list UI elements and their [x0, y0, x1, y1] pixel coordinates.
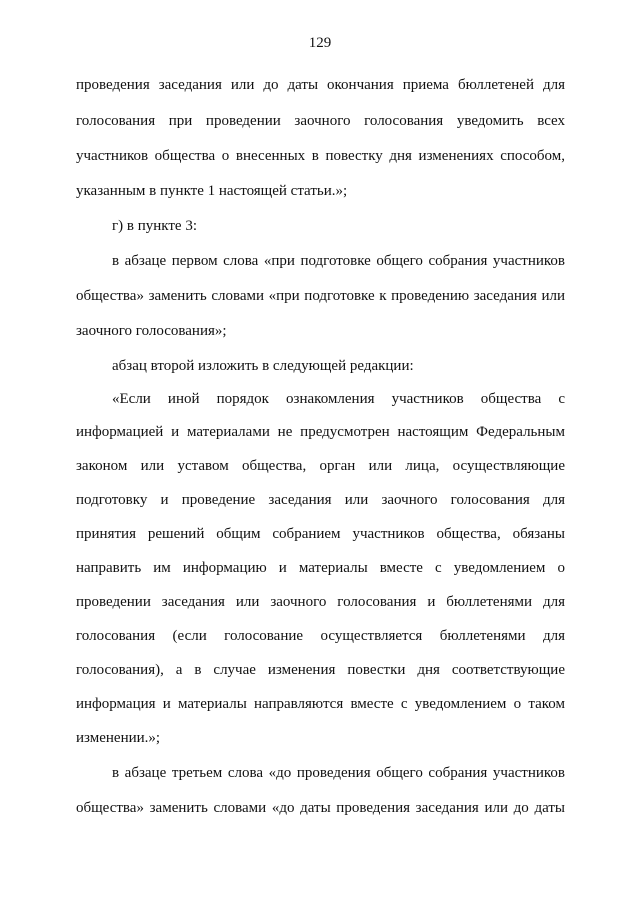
- text-line: общества» заменить словами «до даты проведения заседания или до даты: [76, 800, 565, 816]
- text-line: указанным в пункте 1 настоящей статьи.»;: [76, 183, 348, 199]
- text-line: изменении.»;: [76, 730, 161, 746]
- text-line: участников общества о внесенных в повестку дня изменениях способом,: [76, 148, 565, 164]
- text-line: «Если иной порядок ознакомления участников общества с: [112, 391, 565, 407]
- text-line: проведении заседания или заочного голосования и бюллетенями для: [76, 594, 565, 610]
- text-line: в абзаце третьем слова «до проведения общего собрания участников: [112, 765, 565, 781]
- text-line: подготовку и проведение заседания или заочного голосования для: [76, 492, 565, 508]
- text-line: заочного голосования»;: [76, 323, 227, 339]
- text-line: голосования), а в случае изменения повестки дня соответствующие: [76, 662, 565, 678]
- text-line: г) в пункте 3:: [112, 218, 198, 234]
- text-line: в абзаце первом слова «при подготовке общего собрания участников: [112, 253, 565, 269]
- text-line: принятия решений общим собранием участников общества, обязаны: [76, 526, 565, 542]
- page-number: 129: [308, 35, 332, 51]
- text-line: законом или уставом общества, орган или лица, осуществляющие: [76, 458, 565, 474]
- text-line: информацией и материалами не предусмотрен настоящим Федеральным: [76, 424, 565, 440]
- text-line: проведения заседания или до даты окончания приема бюллетеней для: [76, 77, 565, 93]
- text-line: информация и материалы направляются вместе с уведомлением о таком: [76, 696, 565, 712]
- text-line: абзац второй изложить в следующей редакции:: [112, 358, 414, 374]
- text-line: общества» заменить словами «при подготовке к проведению заседания или: [76, 288, 565, 304]
- text-line: голосования при проведении заочного голосования уведомить всех: [76, 113, 565, 129]
- text-line: голосования (если голосование осуществляется бюллетенями для: [76, 628, 565, 644]
- text-line: направить им информацию и материалы вместе с уведомлением о: [76, 560, 565, 576]
